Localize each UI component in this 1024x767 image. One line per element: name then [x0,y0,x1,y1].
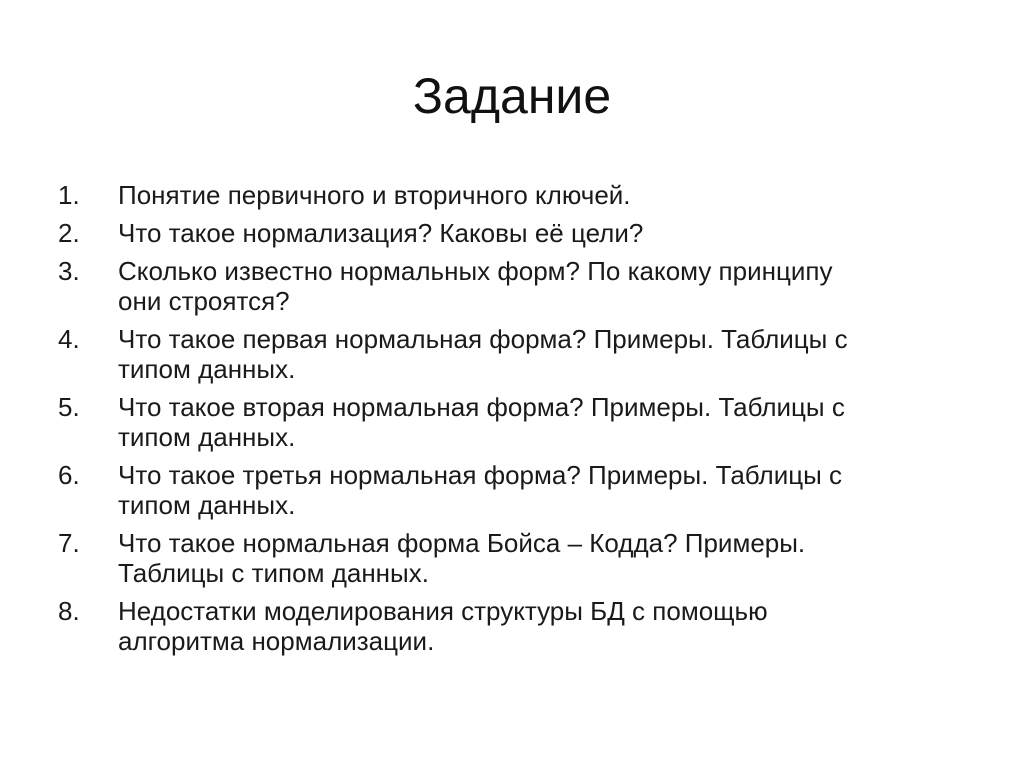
list-item-8 [58,596,938,656]
list-item-number: 1. [58,180,80,210]
slide-title: Задание [412,68,612,124]
list-item-number: 7. [58,528,80,558]
list-item-6 [58,460,938,520]
list-item-text: Что такое третья нормальная форма? Примеры. Таблицы с типом данных. [118,460,843,520]
list-item-4 [58,324,938,384]
list-item-text: Что такое первая нормальная форма? Примеры. Таблицы с типом данных. [118,324,848,384]
list-item-3 [58,256,938,316]
task-list [58,180,938,664]
list-item-number: 8. [58,596,80,626]
list-item-text: Сколько известно нормальных форм? По какому принципу они строятся? [118,256,833,316]
list-item-number: 3. [58,256,80,286]
list-item-text: Что такое вторая нормальная форма? Примеры. Таблицы с типом данных. [118,392,845,452]
list-item-number: 6. [58,460,80,490]
list-item-5 [58,392,938,452]
list-item-text: Что такое нормальная форма Бойса – Кодда? Примеры. Таблицы с типом данных. [118,528,806,588]
list-item-2 [58,218,938,248]
list-item-number: 5. [58,392,80,422]
list-item-text: Что такое нормализация? Каковы её цели? [118,218,644,248]
list-item-number: 2. [58,218,80,248]
list-item-text: Понятие первичного и вторичного ключей. [118,180,631,210]
list-item-7 [58,528,938,588]
list-item-number: 4. [58,324,80,354]
list-item-1 [58,180,938,210]
list-item-text: Недостатки моделирования структуры БД с помощью алгоритма нормализации. [118,596,768,656]
